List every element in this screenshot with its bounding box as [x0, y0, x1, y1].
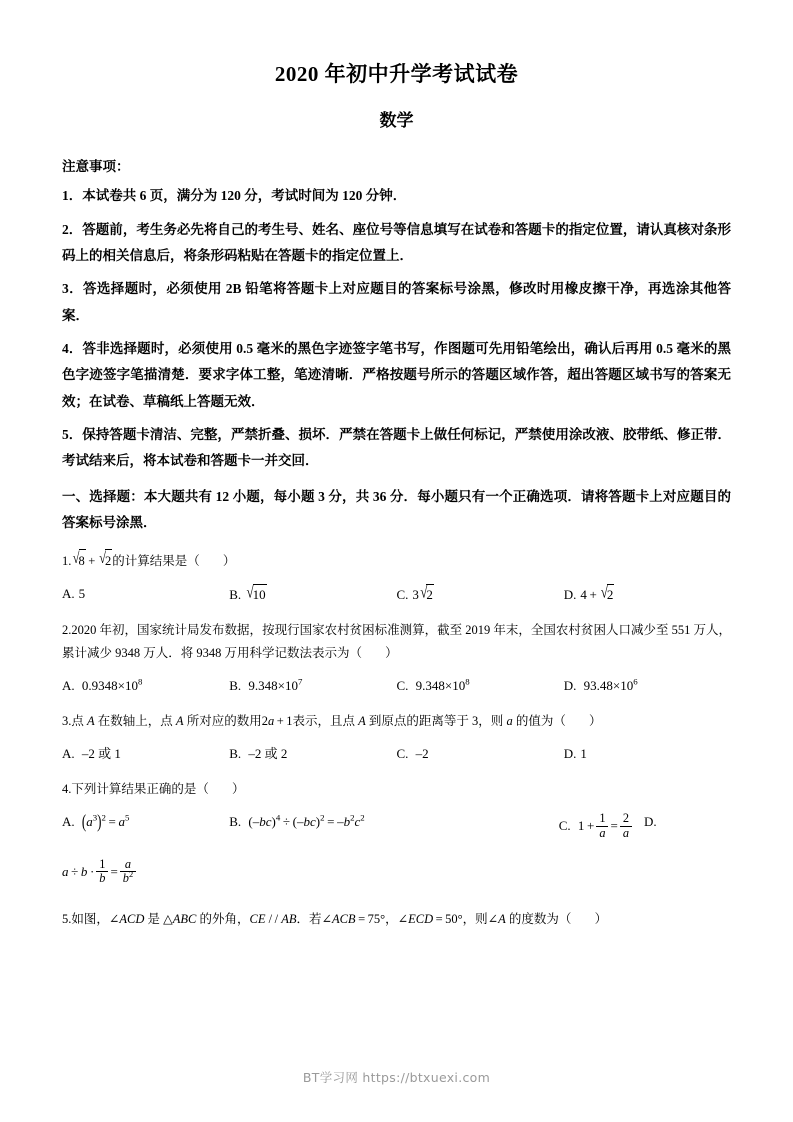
- question-3-option-d[interactable]: [564, 744, 731, 765]
- sqrt-8: √8: [71, 549, 85, 573]
- notice-item-5: 5．保持答题卡清洁、完整，严禁折叠、损坏．严禁在答题卡上做任何标记，严禁使用涂改液、胶带纸、修正带．考试结来后，将本试卷和答题卡一并交回．: [62, 426, 731, 469]
- question-4-paren-close: ）: [232, 782, 245, 797]
- sqrt-10: √10: [245, 584, 266, 606]
- question-4-option-a[interactable]: A. $(a^3)^2 = a^5$: [62, 810, 130, 833]
- question-4-options: [62, 801, 731, 885]
- question-2-paren-close: ）: [385, 646, 398, 661]
- question-4-stem: [62, 778, 731, 801]
- question-5-paren-close: ）: [594, 911, 608, 926]
- question-1-option-b[interactable]: [229, 584, 396, 606]
- option-c-label: C.: [396, 746, 409, 762]
- sqrt-2-d: √2: [599, 584, 614, 606]
- sqrt-2-c: √2: [419, 584, 434, 606]
- question-4-text: 下列计算结果正确的是（: [71, 782, 209, 797]
- question-3-paren-close: ）: [588, 714, 602, 729]
- question-1-number: 1.: [62, 554, 72, 569]
- option-d-label: D.: [644, 814, 657, 830]
- question-1-option-c[interactable]: C. 3√2: [397, 584, 564, 606]
- footer-site-name: BT学习网: [302, 1070, 359, 1085]
- option-d-mantissa: 93.48: [583, 678, 613, 694]
- question-3-stem: 3.点 A 在数轴上，点 A 所对应的数用2a + 1表示，且点 A 到原点的距离等于 3，则 a 的值为（ ）: [62, 714, 602, 729]
- question-1-paren-close: ）: [222, 554, 236, 569]
- question-3-option-b[interactable]: [229, 744, 396, 765]
- option-b-label: B.: [229, 678, 242, 694]
- question-3-number: 3.: [62, 714, 72, 729]
- notice-item-4: 4．答非选择题时，必须使用 0.5 毫米的黑色字迹签字笔书写，作图题可先用铅笔绘出，确认后再用 0.5 毫米的黑色字迹签字笔描清楚．要求字体工整，笔迹清晰．严格按题号所示的答题区域作答，超出答题区域书写的答案无效；在试卷、草稿纸上答题无效．: [62, 341, 731, 409]
- fraction-two-over-a: $\frac{2}{a}$: [620, 812, 632, 840]
- question-1: [62, 536, 731, 606]
- footer-watermark: [0, 1068, 793, 1086]
- angle-acb-value: 75°: [367, 911, 386, 926]
- notice-heading: 注意事项：: [62, 158, 130, 174]
- option-a-label: A.: [62, 814, 75, 830]
- option-a-label: A.: [62, 746, 75, 762]
- question-2-option-c[interactable]: C. $9.348\times 10^8$: [396, 677, 470, 694]
- option-d-label: D.: [563, 678, 577, 694]
- question-1-stem-suffix: 的计算结果是（: [112, 554, 200, 569]
- question-3-options: [62, 733, 731, 765]
- question-1-options: [62, 573, 731, 606]
- question-5: [62, 886, 731, 931]
- section-heading-multiple-choice: 一、选择题：本大题共有 12 小题，每小题 3 分，共 36 分．每小题只有一个正确选项．请将答题卡上对应题目的答案标号涂黑．: [62, 488, 731, 530]
- question-3-option-a[interactable]: [62, 744, 229, 765]
- option-c-mantissa: 9.348: [415, 678, 445, 694]
- option-c-label: C.: [396, 587, 409, 603]
- notice-item-3: 3．答选择题时，必须使用 2B 铅笔将答题卡上对应题目的答案标号涂黑，修改时用橡皮擦干净，再选涂其他答案．: [62, 281, 731, 323]
- option-c-exponent: 8: [465, 677, 470, 688]
- angle-ecd-value: 50°: [445, 911, 463, 926]
- question-2-option-b[interactable]: B. $9.348\times 10^7$: [229, 677, 303, 694]
- option-a-mantissa: 0.9348: [81, 678, 118, 694]
- sqrt-2: √2: [98, 549, 112, 573]
- footer-url: https://btxuexi.com: [362, 1070, 491, 1085]
- option-b-value: –2 或 2: [248, 746, 288, 762]
- question-2: [62, 606, 731, 697]
- option-d-exponent: 6: [633, 677, 638, 688]
- question-3: [62, 697, 731, 765]
- option-b-label: B.: [229, 814, 242, 830]
- question-2-stem: [62, 619, 731, 665]
- option-a-exponent: 8: [137, 677, 143, 688]
- option-b-mantissa: 9.348: [248, 678, 278, 694]
- question-2-option-d[interactable]: D. $93.48\times 10^6$: [563, 677, 638, 694]
- question-1-option-d[interactable]: D. 4 + √2: [564, 584, 731, 606]
- option-c-label: C.: [396, 678, 409, 694]
- option-d-value: 1: [580, 746, 587, 762]
- question-4-option-c[interactable]: C. 1 + $\frac{1}{a}$ = $\frac{2}{a}$: [437, 812, 644, 840]
- option-b-exponent: 7: [298, 677, 303, 688]
- page-title: 2020 年初中升学考试试卷: [274, 62, 519, 86]
- question-2-option-a[interactable]: A. $0.9348\times 10^8$: [62, 677, 143, 694]
- question-4: [62, 765, 731, 885]
- option-b-label: B.: [229, 746, 242, 762]
- question-2-number: 2.: [62, 623, 72, 638]
- question-2-options: [62, 665, 731, 697]
- fraction-a-over-b-squared: $\frac{a}{b^2}$: [120, 858, 136, 886]
- question-4-option-b[interactable]: B. $(-bc)^4 \div (-bc)^2 = -b^2c^2$: [229, 812, 365, 830]
- question-5-number: 5.: [62, 911, 72, 926]
- option-d-label: D.: [563, 746, 577, 762]
- option-a-value: –2 或 1: [81, 746, 121, 762]
- question-5-stem: 5.如图，∠ACD 是 △ABC 的外角，CE / / AB．若∠ACB = 75°，∠ECD = 50°，则∠A 的度数为（ ）: [62, 911, 608, 926]
- fraction-one-over-b: $\frac{1}{b}$: [96, 858, 108, 886]
- question-2-text: 2020 年初，国家统计局发布数据，按现行国家农村贫困标准测算，截至 2019 年末，全国农村贫困人口减少至 551 万人，累计减少 9348 万人．将 9348 万用科学记数法表示为（: [62, 623, 731, 661]
- option-d-label: D.: [563, 587, 577, 603]
- option-a-label: A.: [62, 678, 75, 694]
- option-c-value: –2: [415, 746, 429, 762]
- question-1-option-a[interactable]: [62, 584, 229, 606]
- notice-item-2: 2．答题前，考生务必先将自己的考生号、姓名、座位号等信息填写在试卷和答题卡的指定位置，请认真核对条形码上的相关信息后，将条形码粘贴在答题卡的指定位置上．: [62, 221, 731, 264]
- notice-item-1: 1．本试卷共 6 页，满分为 120 分，考试时间为 120 分钟．: [62, 188, 407, 204]
- question-3-option-c[interactable]: [397, 744, 564, 765]
- option-a-label: A.: [62, 586, 75, 602]
- option-b-label: B.: [229, 587, 242, 603]
- question-1-stem: 1.√8 + √2的计算结果是（ ）: [62, 549, 731, 573]
- question-4-option-d[interactable]: [644, 812, 691, 840]
- question-4-number: 4.: [62, 782, 72, 797]
- fraction-one-over-a: $\frac{1}{a}$: [596, 812, 608, 840]
- option-c-label: C.: [558, 818, 571, 834]
- question-4-option-d-expression: a ÷ b · $\frac{1}{b}$ = $\frac{a}{b^2}$: [62, 840, 731, 886]
- subject-title: 数学: [379, 111, 414, 131]
- option-a-value: 5: [78, 586, 86, 602]
